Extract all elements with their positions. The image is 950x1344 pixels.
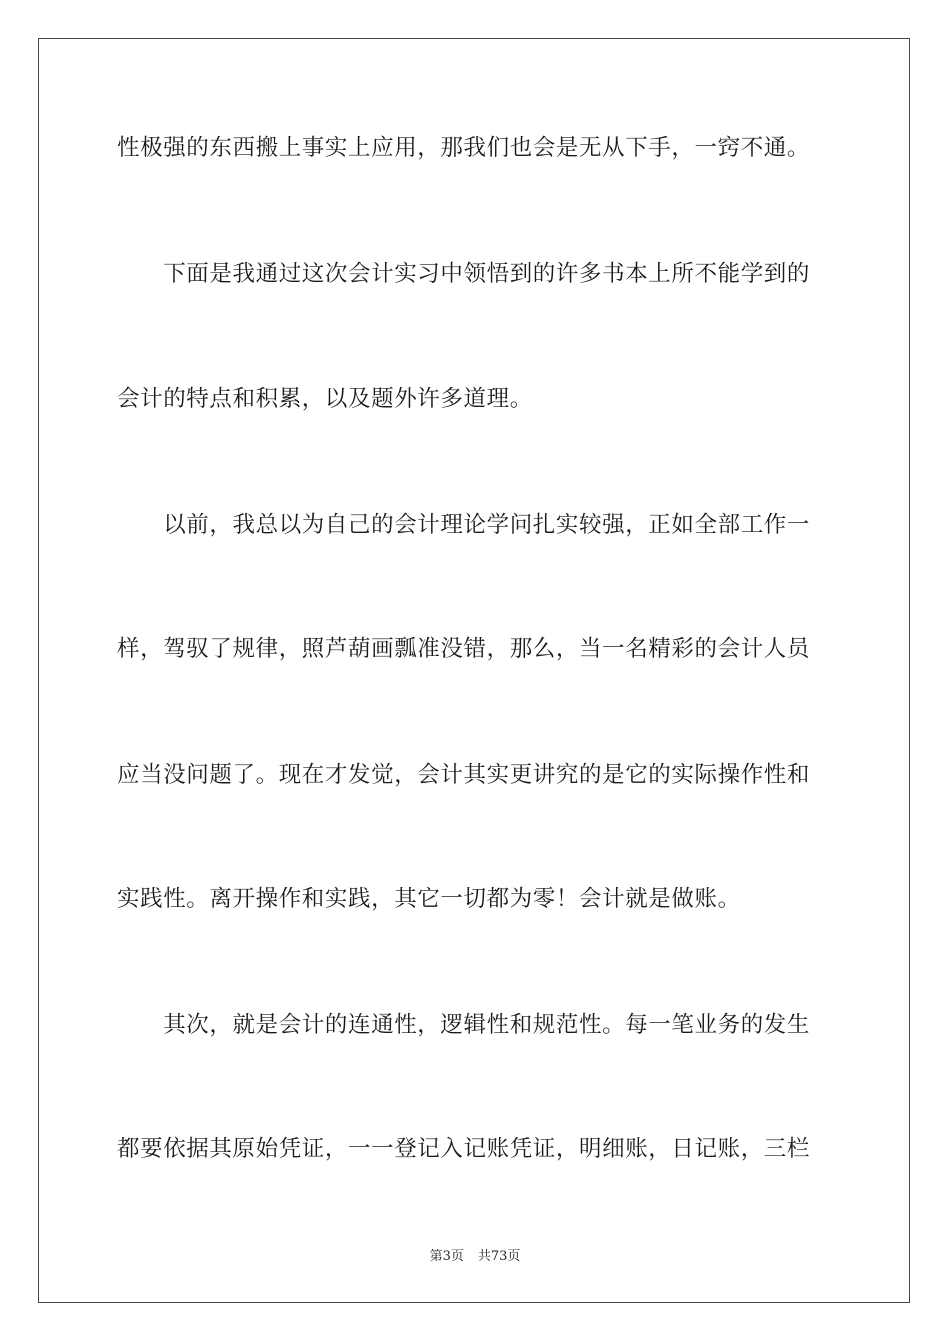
page-footer	[0, 1249, 950, 1265]
body-line-7: 实践性。离开操作和实践，其它一切都为零！会计就是做账。	[117, 886, 741, 912]
body-line-6: 应当没问题了。现在才发觉，会计其实更讲究的是它的实际操作性和	[117, 762, 811, 788]
body-line-4: 以前，我总以为自己的会计理论学问扎实较强，正如全部工作一	[117, 512, 811, 538]
body-line-1: 性极强的东西搬上事实上应用，那我们也会是无从下手，一窍不通。	[117, 135, 811, 161]
body-line-9: 都要依据其原始凭证，一一登记入记账凭证，明细账，日记账，三栏	[117, 1136, 811, 1162]
body-line-3: 会计的特点和积累，以及题外许多道理。	[117, 386, 533, 412]
body-line-8: 其次，就是会计的连通性，逻辑性和规范性。每一笔业务的发生	[117, 1012, 811, 1038]
total-pages: 共73页	[477, 1249, 521, 1264]
page-number: 第3页	[429, 1249, 464, 1264]
body-line-5: 样，驾驭了规律，照芦葫画瓢准没错，那么，当一名精彩的会计人员	[117, 636, 811, 662]
page-frame	[38, 38, 910, 1303]
body-line-2: 下面是我通过这次会计实习中领悟到的许多书本上所不能学到的	[117, 261, 811, 287]
